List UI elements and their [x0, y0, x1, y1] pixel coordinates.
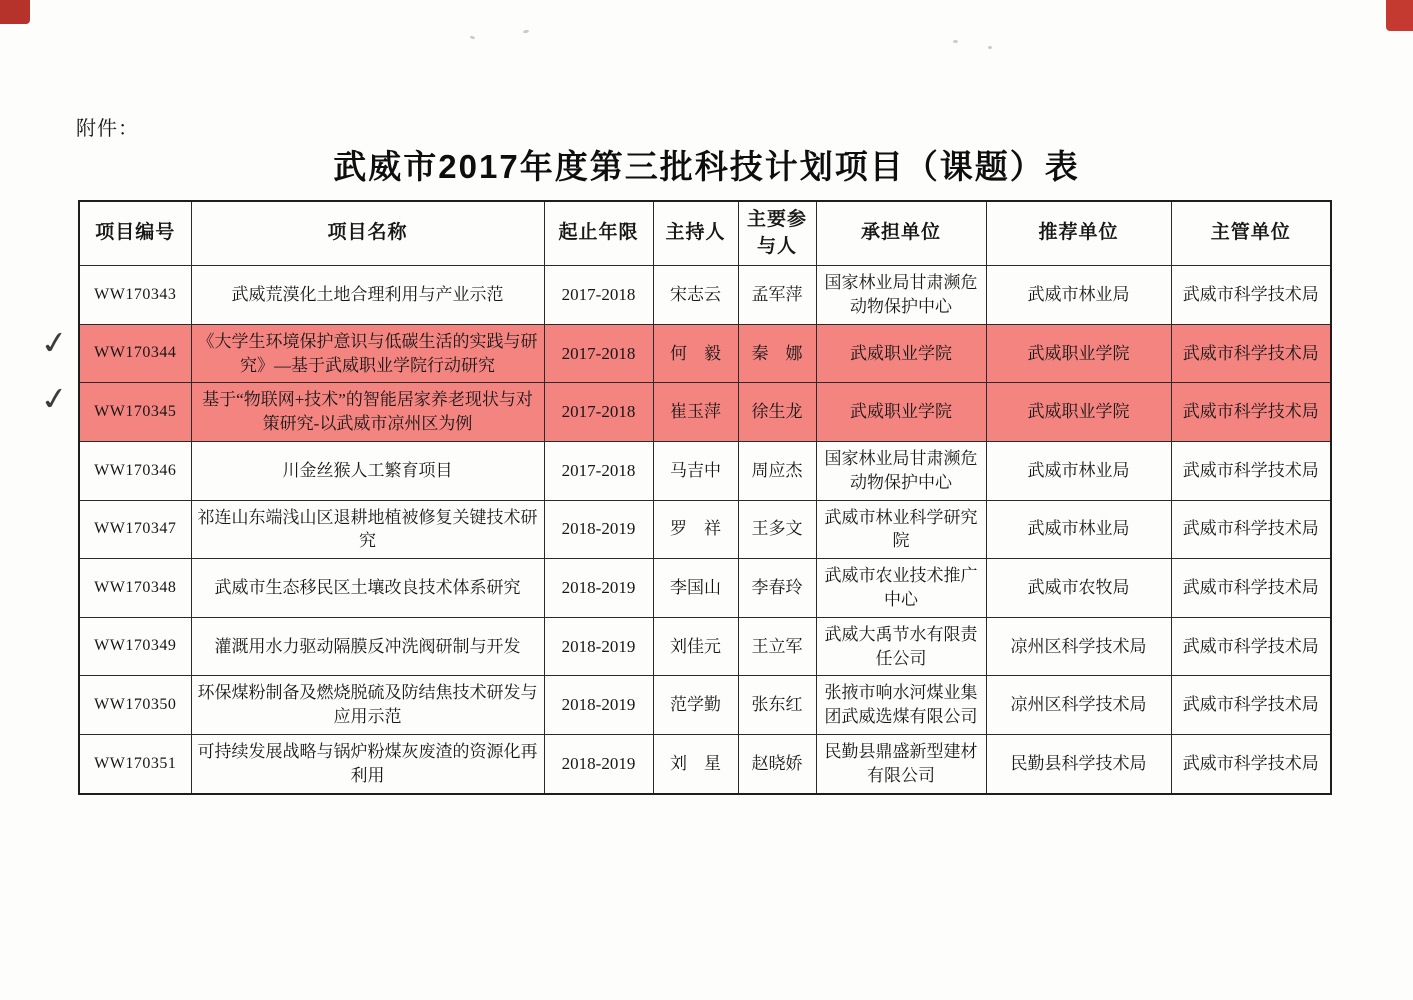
- table-row: [79, 441, 1331, 500]
- cell-participant: 王多文: [738, 500, 816, 559]
- cell-project-id: WW170346: [79, 441, 191, 500]
- scan-speck: [523, 29, 530, 33]
- cell-project-name: 环保煤粉制备及燃烧脱硫及防结焦技术研发与应用示范: [191, 676, 544, 735]
- column-header-recommender: 推荐单位: [986, 201, 1171, 266]
- page-title: 武威市2017年度第三批科技计划项目（课题）表: [333, 148, 1080, 185]
- cell-participant: 张东红: [738, 676, 816, 735]
- column-header-supervisor: 主管单位: [1171, 201, 1331, 266]
- cell-years: 2018-2019: [544, 617, 653, 676]
- cell-undertaker: 武威大禹节水有限责任公司: [816, 617, 986, 676]
- scan-speck: [988, 46, 992, 49]
- cell-project-name: 武威荒漠化土地合理利用与产业示范: [191, 266, 544, 325]
- cell-supervisor: 武威市科学技术局: [1171, 266, 1331, 325]
- cell-project-id: WW170349: [79, 617, 191, 676]
- cell-leader: 崔玉萍: [653, 383, 738, 442]
- cell-supervisor: 武威市科学技术局: [1171, 324, 1331, 383]
- table-row: [79, 266, 1331, 325]
- cell-supervisor: 武威市科学技术局: [1171, 500, 1331, 559]
- cell-leader: 刘 星: [653, 734, 738, 793]
- cell-recommender: 武威市林业局: [986, 500, 1171, 559]
- cell-years: 2018-2019: [544, 500, 653, 559]
- cell-project-name: 《大学生环境保护意识与低碳生活的实践与研究》—基于武威职业学院行动研究: [191, 324, 544, 383]
- cell-participant: 李春玲: [738, 559, 816, 618]
- cell-project-name: 灌溉用水力驱动隔膜反冲洗阀研制与开发: [191, 617, 544, 676]
- cell-project-id: WW170344: [79, 324, 191, 383]
- cell-project-id: WW170350: [79, 676, 191, 735]
- cell-recommender: 武威职业学院: [986, 324, 1171, 383]
- cell-project-name: 川金丝猴人工繁育项目: [191, 441, 544, 500]
- cell-participant: 王立军: [738, 617, 816, 676]
- cell-recommender: 武威市农牧局: [986, 559, 1171, 618]
- cell-supervisor: 武威市科学技术局: [1171, 734, 1331, 793]
- scan-corner-mark-right: [1386, 0, 1413, 31]
- cell-leader: 何 毅: [653, 324, 738, 383]
- cell-leader: 马吉中: [653, 441, 738, 500]
- table-row: [79, 500, 1331, 559]
- cell-leader: 刘佳元: [653, 617, 738, 676]
- column-header-years: 起止年限: [544, 201, 653, 266]
- cell-years: 2018-2019: [544, 559, 653, 618]
- cell-project-name: 基于“物联网+技术”的智能居家养老现状与对策研究-以武威市凉州区为例: [191, 383, 544, 442]
- cell-supervisor: 武威市科学技术局: [1171, 559, 1331, 618]
- scan-corner-mark-left: [0, 0, 30, 24]
- attachment-label: 附件：: [76, 118, 139, 140]
- table-row: [79, 617, 1331, 676]
- cell-participant: 孟军萍: [738, 266, 816, 325]
- table-row: [79, 559, 1331, 618]
- cell-project-name: 可持续发展战略与锅炉粉煤灰废渣的资源化再利用: [191, 734, 544, 793]
- handwritten-checkmark-row-ww170344: ✓: [37, 323, 72, 364]
- cell-undertaker: 国家林业局甘肃濒危动物保护中心: [816, 441, 986, 500]
- column-header-undertaker: 承担单位: [816, 201, 986, 266]
- column-header-project-name: 项目名称: [191, 201, 544, 266]
- cell-recommender: 武威市林业局: [986, 266, 1171, 325]
- cell-recommender: 凉州区科学技术局: [986, 676, 1171, 735]
- cell-participant: 秦 娜: [738, 324, 816, 383]
- cell-recommender: 民勤县科学技术局: [986, 734, 1171, 793]
- cell-leader: 罗 祥: [653, 500, 738, 559]
- cell-leader: 李国山: [653, 559, 738, 618]
- cell-undertaker: 武威职业学院: [816, 324, 986, 383]
- cell-project-id: WW170348: [79, 559, 191, 618]
- table-row-highlighted: [79, 383, 1331, 442]
- cell-supervisor: 武威市科学技术局: [1171, 617, 1331, 676]
- cell-years: 2017-2018: [544, 266, 653, 325]
- cell-participant: 赵晓娇: [738, 734, 816, 793]
- table-row: [79, 676, 1331, 735]
- cell-recommender: 武威职业学院: [986, 383, 1171, 442]
- table-row-highlighted: [79, 324, 1331, 383]
- cell-supervisor: 武威市科学技术局: [1171, 441, 1331, 500]
- projects-table: [78, 200, 1332, 795]
- cell-participant: 徐生龙: [738, 383, 816, 442]
- cell-supervisor: 武威市科学技术局: [1171, 383, 1331, 442]
- cell-recommender: 凉州区科学技术局: [986, 617, 1171, 676]
- cell-project-name: 祁连山东端浅山区退耕地植被修复关键技术研究: [191, 500, 544, 559]
- column-header-project-id: 项目编号: [79, 201, 191, 266]
- table-header-row: [79, 201, 1331, 266]
- cell-undertaker: 武威市林业科学研究院: [816, 500, 986, 559]
- cell-participant: 周应杰: [738, 441, 816, 500]
- cell-recommender: 武威市林业局: [986, 441, 1171, 500]
- cell-undertaker: 武威市农业技术推广中心: [816, 559, 986, 618]
- column-header-participant: 主要参与人: [738, 201, 816, 266]
- column-header-leader: 主持人: [653, 201, 738, 266]
- cell-years: 2018-2019: [544, 734, 653, 793]
- cell-years: 2017-2018: [544, 441, 653, 500]
- cell-project-id: WW170351: [79, 734, 191, 793]
- table-row: [79, 734, 1331, 793]
- cell-supervisor: 武威市科学技术局: [1171, 676, 1331, 735]
- cell-undertaker: 民勤县鼎盛新型建材有限公司: [816, 734, 986, 793]
- scan-speck: [953, 40, 958, 43]
- cell-years: 2017-2018: [544, 383, 653, 442]
- cell-leader: 宋志云: [653, 266, 738, 325]
- handwritten-checkmark-row-ww170345: ✓: [37, 379, 72, 420]
- scan-speck: [470, 35, 476, 40]
- cell-years: 2017-2018: [544, 324, 653, 383]
- cell-years: 2018-2019: [544, 676, 653, 735]
- cell-project-id: WW170343: [79, 266, 191, 325]
- cell-undertaker: 张掖市响水河煤业集团武威选煤有限公司: [816, 676, 986, 735]
- cell-project-id: WW170347: [79, 500, 191, 559]
- cell-undertaker: 国家林业局甘肃濒危动物保护中心: [816, 266, 986, 325]
- cell-project-name: 武威市生态移民区土壤改良技术体系研究: [191, 559, 544, 618]
- cell-undertaker: 武威职业学院: [816, 383, 986, 442]
- cell-project-id: WW170345: [79, 383, 191, 442]
- cell-leader: 范学勤: [653, 676, 738, 735]
